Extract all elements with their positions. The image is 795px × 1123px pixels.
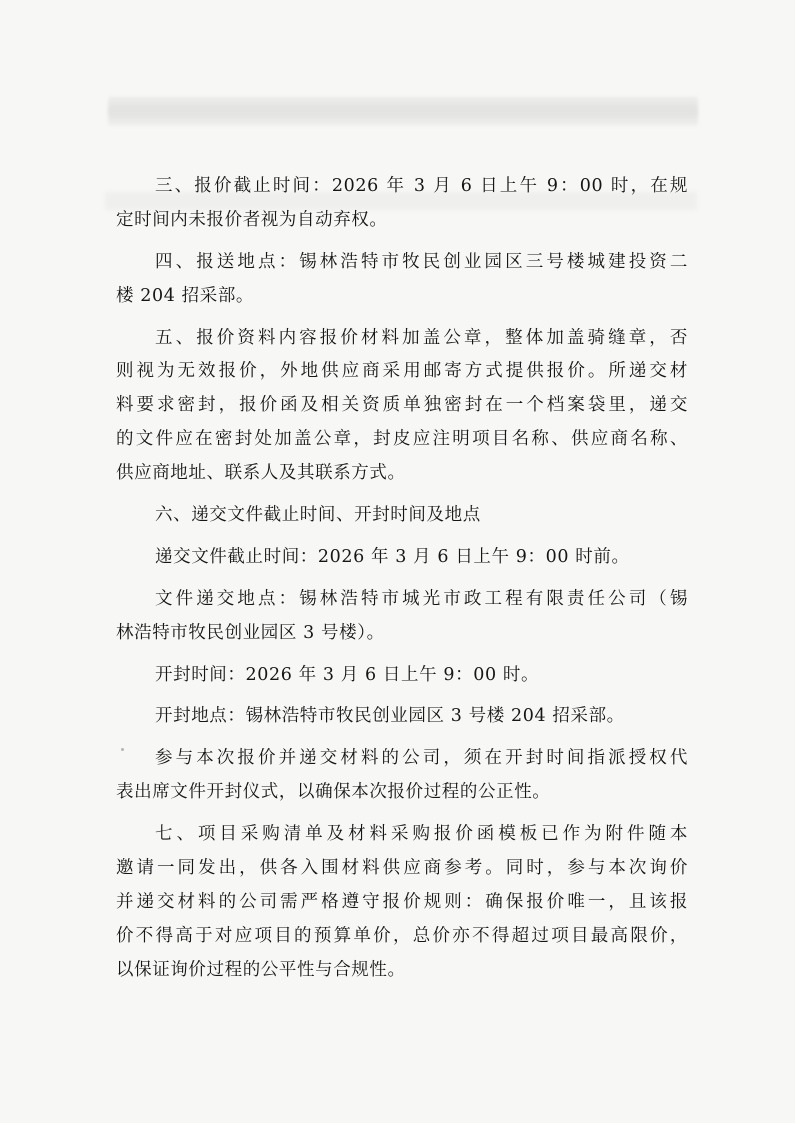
text-line: 的文件应在密封处加盖公章，封皮应注明项目名称、供应商名称、	[116, 429, 688, 450]
document-body	[116, 170, 688, 988]
text-line: 林浩特市牧民创业园区 3 号楼）。	[116, 622, 385, 643]
text-line: 文件递交地点：锡林浩特市城光市政工程有限责任公司（锡	[155, 588, 688, 609]
text-line: 开封地点：锡林浩特市牧民创业园区 3 号楼 204 招采部。	[155, 706, 625, 727]
text-line: 邀请一同发出，供各入围材料供应商参考。同时，参与本次询价	[116, 858, 688, 879]
text-line: 价不得高于对应项目的预算单价，总价亦不得超过项目最高限价，	[116, 925, 688, 946]
paragraph-attendance	[116, 742, 688, 810]
paragraph-section-six-heading	[116, 499, 688, 533]
paragraph-opening-location	[116, 700, 688, 734]
paragraph-deadline	[116, 170, 688, 238]
paragraph-delivery-location	[116, 246, 688, 314]
text-line: 五、报价资料内容报价材料加盖公章，整体加盖骑缝章，否	[155, 327, 688, 348]
text-line: 递交文件截止时间：2026 年 3 月 6 日上午 9：00 时前。	[155, 546, 630, 567]
text-line: 开封时间：2026 年 3 月 6 日上午 9：00 时。	[155, 664, 540, 685]
paragraph-submission-deadline	[116, 541, 688, 575]
text-line: 则视为无效报价，外地供应商采用邮寄方式提供报价。所递交材	[116, 361, 688, 382]
text-line: 并递交材料的公司需严格遵守报价规则：确保报价唯一，且该报	[116, 891, 688, 912]
paragraph-quote-materials	[116, 322, 688, 491]
paragraph-submission-location	[116, 583, 688, 651]
text-line: 楼 204 招采部。	[116, 285, 255, 306]
text-line: 表出席文件开封仪式，以确保本次报价过程的公正性。	[116, 782, 551, 803]
text-line: 供应商地址、联系人及其联系方式。	[116, 463, 406, 484]
paragraph-procurement-list	[116, 818, 688, 987]
text-line: 定时间内未报价者视为自动弃权。	[116, 209, 388, 230]
text-line: 以保证询价过程的公平性与合规性。	[116, 959, 406, 980]
text-line: 六、递交文件截止时间、开封时间及地点	[155, 505, 481, 526]
show-through-header	[108, 96, 698, 126]
text-line: 七、项目采购清单及材料采购报价函模板已作为附件随本	[155, 824, 688, 845]
text-line: 四、报送地点：锡林浩特市牧民创业园区三号楼城建投资二	[155, 251, 688, 272]
text-line: 参与本次报价并递交材料的公司，须在开封时间指派授权代	[155, 748, 688, 769]
paragraph-opening-time	[116, 659, 688, 693]
text-line: 料要求密封，报价函及相关资质单独密封在一个档案袋里，递交	[116, 395, 688, 416]
text-line: 三、报价截止时间：2026 年 3 月 6 日上午 9：00 时，在规	[155, 176, 688, 196]
